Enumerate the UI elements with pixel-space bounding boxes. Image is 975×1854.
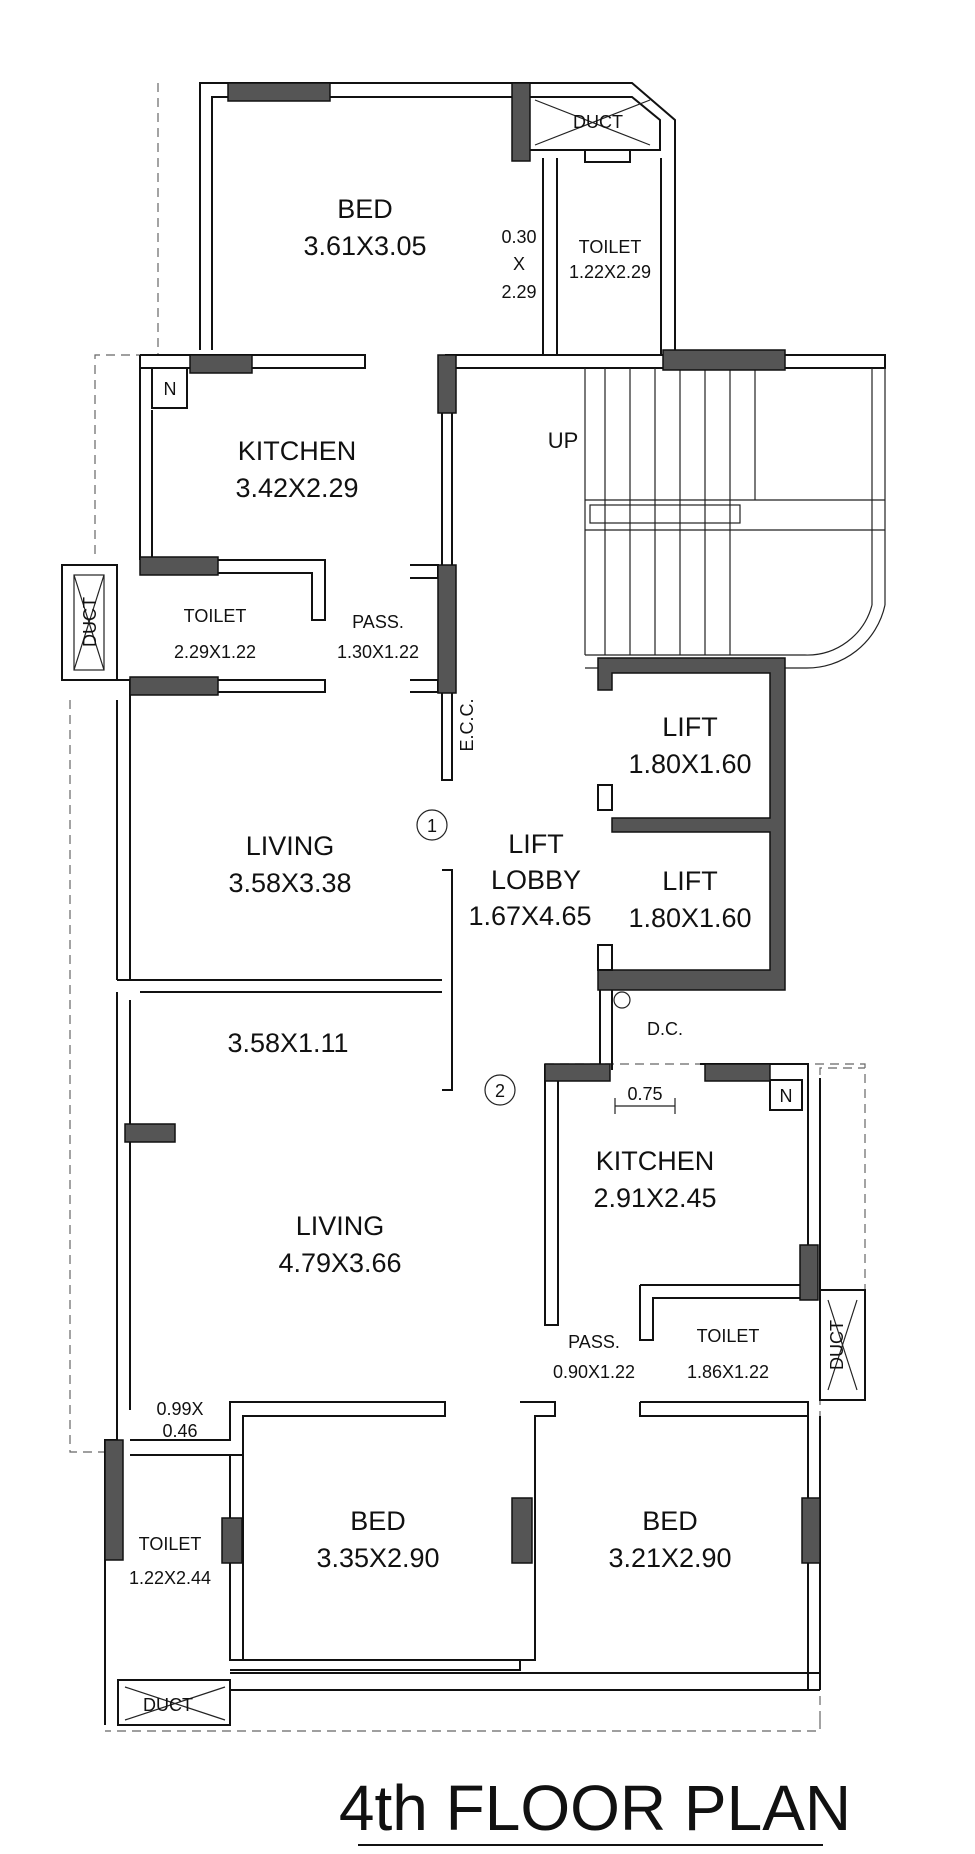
- dc-label: D.C.: [647, 1019, 683, 1039]
- room-size: 1.80X1.60: [628, 749, 752, 779]
- room-size: 3.61X3.05: [303, 231, 427, 261]
- room-name: LIFT: [662, 712, 718, 742]
- duct-label: DUCT: [80, 597, 100, 647]
- room-size: 1.80X1.60: [628, 903, 752, 933]
- plan-title-group: [339, 1772, 851, 1845]
- room-size: 1.67X4.65: [468, 901, 592, 931]
- room-size: 1.22X2.29: [568, 262, 652, 282]
- marker-2: 2: [494, 1081, 506, 1101]
- room-size: 3.42X2.29: [235, 473, 359, 503]
- room-size: 2.91X2.45: [593, 1183, 717, 1213]
- room-name: PASS.: [568, 1332, 620, 1352]
- room-size: 1.86X1.22: [686, 1362, 770, 1382]
- north-marker: N: [779, 1086, 793, 1106]
- north-marker: N: [163, 379, 177, 399]
- room-size: 0.90X1.22: [552, 1362, 636, 1382]
- staircase: [585, 368, 885, 668]
- room-size: 1.30X1.22: [336, 642, 420, 662]
- room-name: TOILET: [183, 606, 247, 626]
- lower-unit-walls: [105, 992, 865, 1725]
- room-size: 3.21X2.90: [608, 1543, 732, 1573]
- dim-label: 2.29: [501, 282, 537, 302]
- lift-lobby-word2: LOBBY: [490, 865, 582, 895]
- stair-up-label: UP: [547, 428, 579, 453]
- duct-label: DUCT: [573, 112, 623, 132]
- dim-label: 0.75: [627, 1084, 663, 1104]
- room-name: TOILET: [696, 1326, 760, 1346]
- duct-label: DUCT: [143, 1695, 193, 1715]
- room-name: BED: [350, 1506, 406, 1536]
- balcony-size: 3.58X1.11: [227, 1028, 349, 1058]
- dim-label: 0.99X: [156, 1399, 204, 1419]
- room-name: LIVING: [245, 831, 335, 861]
- plan-title: 4th FLOOR PLAN: [338, 1772, 852, 1844]
- room-name: KITCHEN: [595, 1146, 715, 1176]
- dim-label: 0.46: [162, 1421, 198, 1441]
- room-name: LIVING: [295, 1211, 385, 1241]
- room-name: BED: [642, 1506, 698, 1536]
- lift-lobby-word1: LIFT: [508, 829, 564, 859]
- room-name: PASS.: [352, 612, 404, 632]
- dim-label: 0.30: [501, 227, 537, 247]
- room-size: 1.22X2.44: [128, 1568, 212, 1588]
- ecc-label: E.C.C.: [457, 698, 477, 752]
- upper-unit-walls: [62, 83, 885, 1090]
- room-name: KITCHEN: [237, 436, 357, 466]
- dim-label: X: [512, 254, 526, 274]
- marker-1: 1: [426, 816, 438, 836]
- room-name: LIFT: [662, 866, 718, 896]
- room-name: TOILET: [578, 237, 642, 257]
- room-name: BED: [337, 194, 393, 224]
- room-name: TOILET: [138, 1534, 202, 1554]
- room-size: 3.35X2.90: [316, 1543, 440, 1573]
- duct-label: DUCT: [827, 1320, 847, 1370]
- room-size: 2.29X1.22: [173, 642, 257, 662]
- room-size: 3.58X3.38: [228, 868, 352, 898]
- room-size: 4.79X3.66: [278, 1248, 402, 1278]
